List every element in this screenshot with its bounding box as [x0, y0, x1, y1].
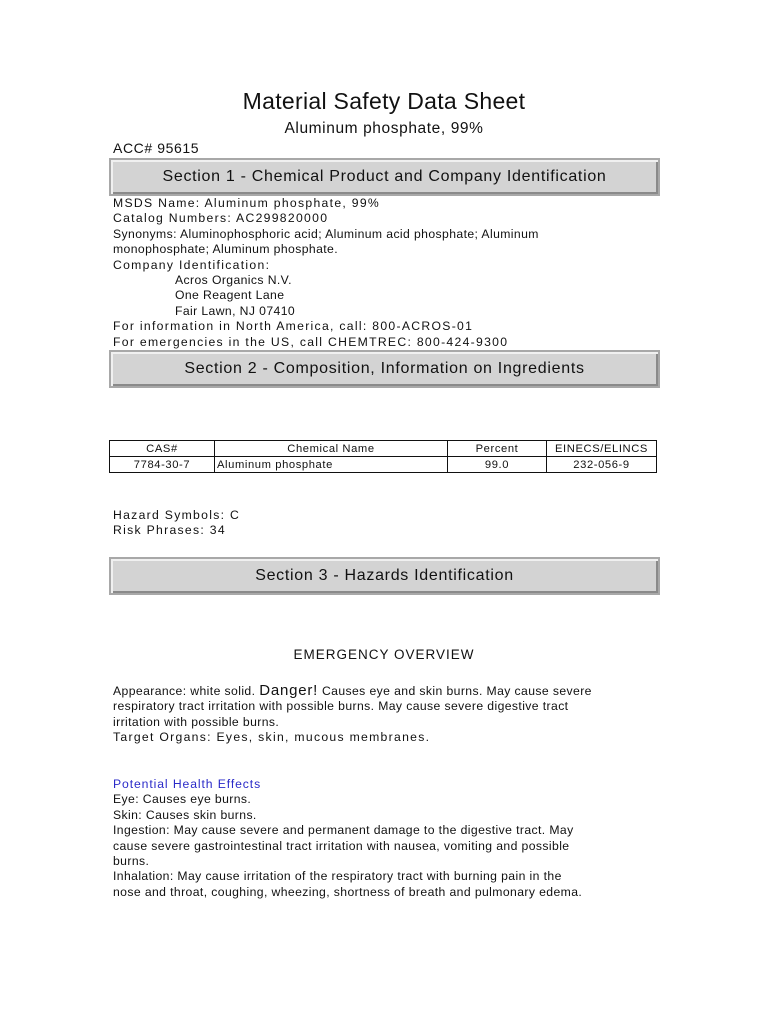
inhalation-line-1: Inhalation: May cause irritation of the respiratory tract with burning pain in the: [113, 869, 562, 884]
danger-label: Danger!: [259, 682, 319, 699]
emergency-overview-body: [113, 683, 592, 746]
section-2-heading: Section 2 - Composition, Information on Ingredients: [109, 350, 660, 388]
catalog-line: Catalog Numbers: AC299820000: [113, 211, 329, 226]
section-3-heading: Section 3 - Hazards Identification: [109, 557, 660, 595]
table-row: [110, 457, 657, 473]
acc-number: ACC# 95615: [113, 140, 200, 156]
inhalation-line-2: nose and throat, coughing, wheezing, shortness of breath and pulmonary edema.: [113, 884, 583, 899]
hazard-symbols: Hazard Symbols: C: [113, 508, 241, 522]
ingestion-line-3: burns.: [113, 854, 150, 869]
cell-chemical-name: Aluminum phosphate: [215, 457, 448, 473]
company-label: Company Identification:: [113, 257, 271, 272]
target-organs: Target Organs: Eyes, skin, mucous membranes.: [113, 730, 431, 745]
hazard-info: [113, 508, 240, 539]
appearance-suffix: Causes eye and skin burns. May cause severe: [318, 684, 592, 698]
emergency-overview-heading: EMERGENCY OVERVIEW: [293, 647, 475, 662]
cell-einecs: 232-056-9: [547, 457, 657, 473]
company-city: Fair Lawn, NJ 07410: [175, 303, 296, 318]
info-north-america: For information in North America, call: 800-ACROS-01: [113, 319, 474, 334]
potential-health-effects-heading[interactable]: Potential Health Effects: [113, 777, 262, 791]
section-1-body: [113, 196, 539, 350]
column-header-einecs: EINECS/ELINCS: [547, 441, 657, 457]
column-header-chemical-name: Chemical Name: [215, 441, 448, 457]
cell-cas: 7784-30-7: [110, 457, 215, 473]
risk-phrases: Risk Phrases: 34: [113, 523, 226, 538]
appearance-prefix: Appearance: white solid.: [113, 684, 260, 698]
section-1-heading: Section 1 - Chemical Product and Company Identification: [109, 158, 660, 196]
company-name: Acros Organics N.V.: [175, 273, 292, 288]
eye-effects: Eye: Causes eye burns.: [113, 792, 252, 807]
synonyms-line-2: monophosphate; Aluminum phosphate.: [113, 242, 338, 257]
appearance-line-2: respiratory tract irritation with possible burns. May cause severe digestive tract: [113, 699, 569, 714]
ingestion-line-1: Ingestion: May cause severe and permanent damage to the digestive tract. May: [113, 823, 574, 838]
column-header-cas: CAS#: [110, 441, 215, 457]
column-header-percent: Percent: [448, 441, 547, 457]
company-street: One Reagent Lane: [175, 288, 285, 303]
appearance-line-1: [113, 683, 592, 699]
cell-percent: 99.0: [448, 457, 547, 473]
skin-effects: Skin: Causes skin burns.: [113, 807, 257, 822]
potential-health-effects: [113, 777, 582, 900]
ingestion-line-2: cause severe gastrointestinal tract irritation with nausea, vomiting and possible: [113, 838, 570, 853]
msds-name-line: MSDS Name: Aluminum phosphate, 99%: [113, 196, 381, 210]
synonyms-line-1: Synonyms: Aluminophosphoric acid; Aluminum acid phosphate; Aluminum: [113, 226, 539, 241]
emergency-us: For emergencies in the US, call CHEMTREC: 800-424-9300: [113, 334, 509, 349]
document-subtitle: Aluminum phosphate, 99%: [284, 120, 484, 137]
ingredients-table: [109, 440, 657, 473]
document-title: Material Safety Data Sheet: [242, 88, 526, 114]
appearance-line-3: irritation with possible burns.: [113, 714, 280, 729]
table-header-row: [110, 441, 657, 457]
